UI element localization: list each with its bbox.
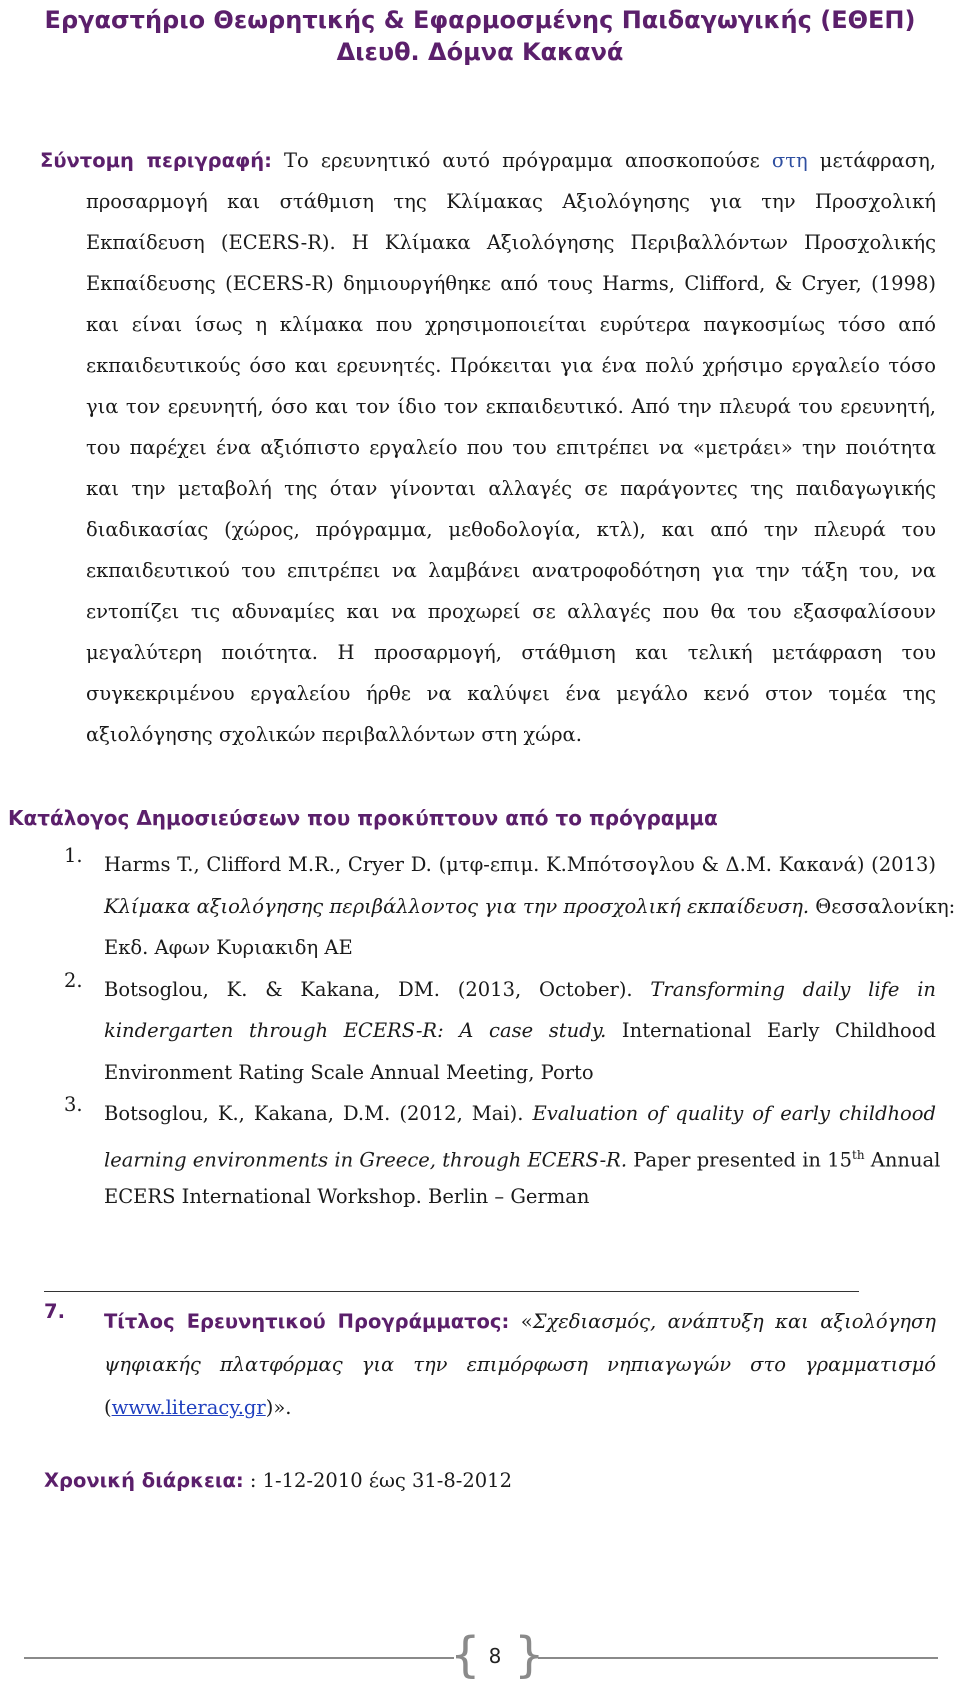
citation-line: Εκδ. Αφων Κυριακιδη ΑΕ [104,936,353,959]
citation-text: Annual [864,1148,941,1171]
description-text: μετάφραση, [807,149,936,172]
list-item [64,1093,941,1218]
citation-title: Κλίμακα αξιολόγησης περιβάλλοντος για την προσχολική εκπαίδευση. [104,894,810,918]
citation-line: ECERS International Workshop. Berlin – German [104,1185,590,1208]
description-line: συγκεκριμένου εργαλείου ήρθε να καλύψει ένα μεγάλο κενό στον τομέα της [86,682,936,705]
description-line: εντοπίζει τις αδυναμίες και να προχωρεί σε αλλαγές που θα του εξασφαλίσουν [86,600,936,623]
section-divider [44,1291,859,1292]
citation-text: International Early Childhood [606,1019,936,1042]
project-title-label: Τίτλος Ερευνητικού Προγράμματος: [104,1310,510,1333]
project-title-text: ψηφιακής πλατφόρμας για την επιμόρφωση νηπιαγωγών στο γραμματισμό [104,1353,936,1376]
project-duration [44,1469,512,1492]
project-title-text: Σχεδιασμός, ανάπτυξη και αξιολόγηση [532,1310,936,1333]
footer-rule-left [24,1657,454,1659]
right-bracket-icon: } [514,1627,545,1683]
citation-line [104,969,936,1011]
project-entry [44,1300,936,1429]
description-line: του παρέχει ένα αξιόπιστο εργαλείο που του επιτρέπει να «μετράει» την ποιότητα [86,436,936,459]
description-line: προσαρμογή και στάθμιση της Κλίμακας Αξιολόγησης για την Προσχολική [86,190,936,213]
description-line: αξιολόγησης σχολικών περιβαλλόντων στη χώρα. [86,723,582,746]
citation-text: Θεσσαλονίκη: [809,894,956,918]
description-line: μεγαλύτερη ποιότητα. Η προσαρμογή, στάθμιση και τελική μετάφραση του [86,641,936,664]
description-line: Εκπαίδευση (ECERS-R). Η Κλίμακα Αξιολόγησης Περιβαλλόντων Προσχολικής [86,231,936,254]
description-line: εκπαιδευτικού του επιτρέπει να λαμβάνει ανατροφοδότηση για την τάξη του, να [86,559,936,582]
description-line: και την μεταβολή της όταν γίνονται αλλαγές σε παράγοντες της παιδαγωγικής [86,477,936,500]
header-director: Διευθ. Δόμνα Κακανά [336,38,624,66]
description-line: Εκπαίδευσης (ECERS-R) δημιουργήθηκε από τους Harms, Clifford, & Cryer, (1998) [86,272,936,295]
list-item [64,969,936,1094]
description-line: και είναι ίσως η κλίμακα που χρησιμοποιείται ευρύτερα παγκοσμίως τόσο από [86,313,936,336]
duration-label: Χρονική διάρκεια: [44,1469,244,1492]
description-line: διαδικασίας (χώρος, πρόγραμμα, μεθοδολογία, κτλ), και από την πλευρά του [86,518,936,541]
list-number: 3. [64,1093,83,1116]
citation-title: Evaluation of quality of early childhood [532,1102,936,1125]
citation-line [104,886,956,928]
project-title-line [104,1386,936,1429]
page-header [0,4,960,68]
description-line: εκπαιδευτικούς όσο και ερευνητές. Πρόκειται για ένα πολύ χρήσιμο εργαλείο τόσο [86,354,936,377]
citation-line: Environment Rating Scale Annual Meeting, Porto [104,1060,594,1084]
left-bracket-icon: { [450,1627,481,1683]
page-number: 8 [488,1644,502,1668]
citation-text: Paper presented in 15 [627,1148,853,1171]
project-number: 7. [44,1300,65,1323]
description-text: Το ερευνητικό αυτό πρόγραμμα αποσκοπούσε [271,149,772,172]
quote-open: « [509,1310,533,1333]
project-title-line [104,1300,936,1343]
citation-title: kindergarten through ECERS-R: A case study. [104,1019,607,1042]
literacy-link[interactable]: www.literacy.gr [111,1396,266,1419]
description-first-line [40,140,936,181]
paren-close: )». [265,1396,292,1419]
citation-line: Harms T., Clifford M.R., Cryer D. (μτφ-επιμ. Κ.Μπότσογλου & Δ.Μ. Κακανά) (2013) [104,853,936,876]
publications-list [64,844,956,1218]
project-title-line [104,1343,936,1386]
footer-rule-right [538,1657,938,1659]
citation-title: learning environments in Greece, through ECERS-R. [104,1148,628,1171]
list-item [64,844,956,969]
citation-text: Botsoglou, K., Kakana, D.M. (2012, Mai). [104,1102,533,1125]
paren-open: ( [104,1396,112,1419]
duration-value: : 1-12-2010 έως 31-8-2012 [243,1469,512,1492]
list-number: 2. [64,968,83,992]
description-line: για τον ερευνητή, όσο και τον ίδιο τον εκπαιδευτικό. Από την πλευρά του ερευνητή, [86,395,936,418]
citation-line [104,1093,936,1135]
header-lab-name: Εργαστήριο Θεωρητικής & Εφαρμοσμένης Παιδαγωγικής (ΕΘΕΠ) [44,6,916,34]
citation-line [104,1135,941,1177]
description-label: Σύντομη περιγραφή: [40,149,272,172]
description-highlight: στη [771,149,808,172]
citation-line [104,1010,936,1052]
citation-title: Transforming daily life in [650,977,936,1001]
citation-text: Botsoglou, K. & Kakana, DM. (2013, October). [104,977,651,1001]
list-number: 1. [64,844,83,867]
ordinal-suffix: th [852,1147,865,1162]
description-paragraph [40,140,936,755]
publications-heading: Κατάλογος Δημοσιεύσεων που προκύπτουν από το πρόγραμμα [8,806,718,830]
